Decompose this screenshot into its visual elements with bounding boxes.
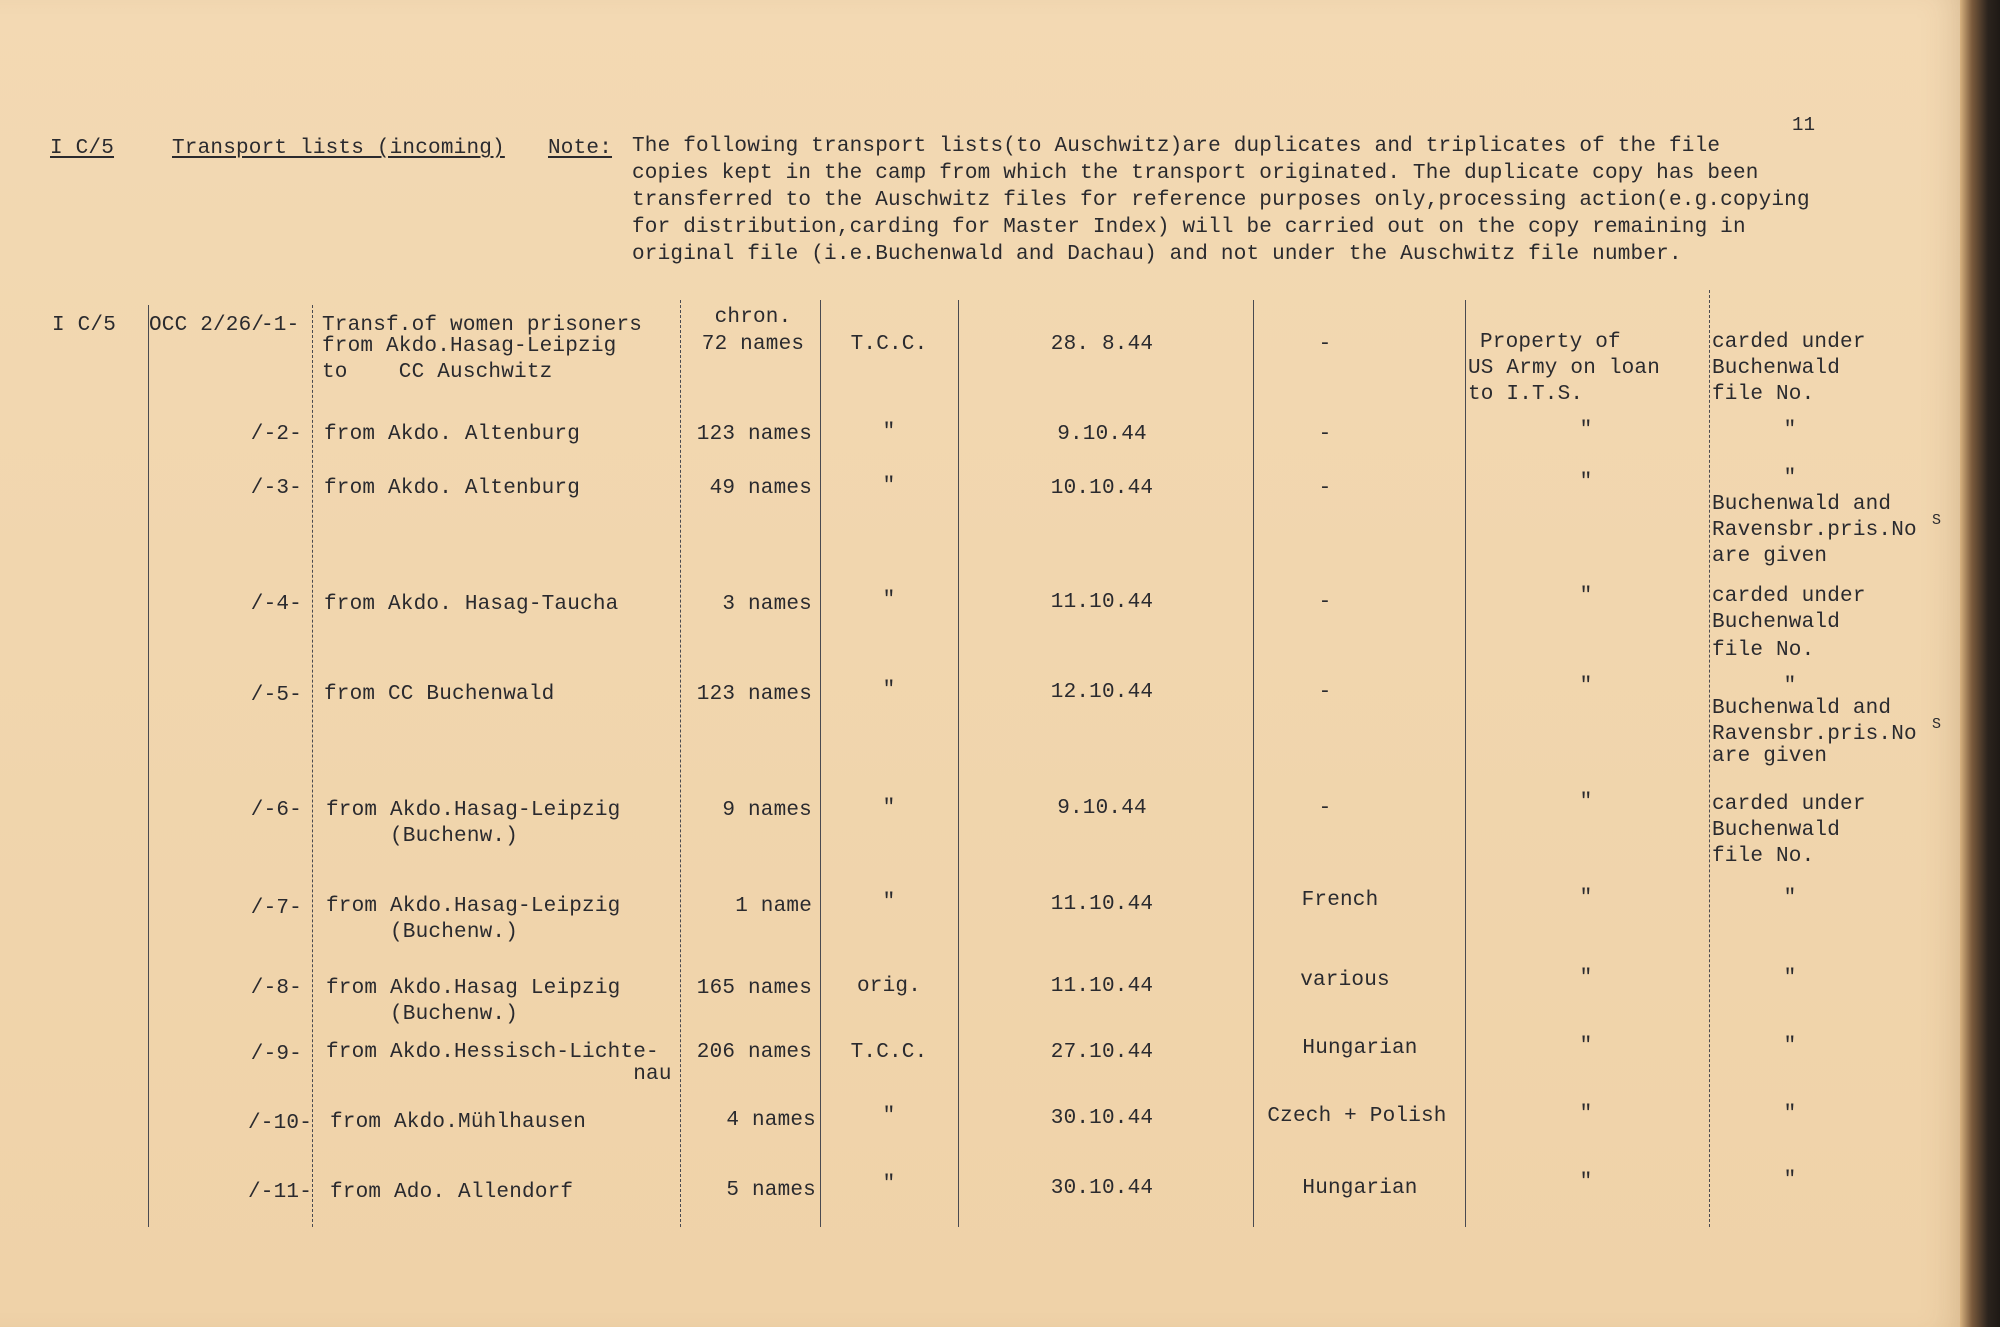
row-date: 28. 8.44	[1050, 333, 1154, 356]
row-nationality: Czech + Polish	[1267, 1105, 1447, 1128]
row-nationality: Hungarian	[1302, 1037, 1418, 1060]
row-remarks: Buchenwald	[1712, 819, 1841, 842]
row-nationality: -	[1318, 591, 1332, 614]
row-type: T.C.C.	[850, 333, 928, 356]
row-remarks: "	[1783, 1103, 1797, 1126]
note-line: transferred to the Auschwitz files for reference purposes only,processing action(e.g.copying	[632, 189, 1810, 212]
row-type: T.C.C.	[850, 1041, 928, 1064]
row-type: orig.	[856, 975, 921, 998]
row-remarks: Ravensbr.pris.No	[1712, 723, 1917, 746]
row-number: /-7-	[250, 897, 302, 920]
row-property: "	[1579, 585, 1593, 608]
row-property: "	[1579, 791, 1593, 814]
row-type: "	[882, 1105, 896, 1128]
row-property: "	[1579, 675, 1593, 698]
row-names: 49 names	[709, 477, 812, 500]
row-names: 9 names	[722, 799, 812, 822]
row-number: /-9-	[250, 1043, 302, 1066]
row-nationality: Hungarian	[1302, 1177, 1418, 1200]
row-remarks: file No.	[1712, 845, 1815, 868]
row-nationality: various	[1300, 969, 1390, 992]
row-nationality: -	[1318, 333, 1332, 356]
row-remarks: are given	[1712, 745, 1828, 768]
row-remarks: carded under	[1712, 585, 1866, 608]
row-date: 9.10.44	[1057, 423, 1147, 446]
row-number: /-8-	[250, 977, 302, 1000]
file-prefix: OCC 2/26/	[149, 314, 265, 337]
note-line: for distribution,carding for Master Index) will be carried out on the copy remaining in	[632, 216, 1746, 239]
row-names: 72 names	[701, 333, 805, 356]
row-remarks-superscript: S	[1932, 512, 1942, 529]
row-nationality: French	[1301, 889, 1379, 912]
row-remarks: "	[1783, 967, 1797, 990]
note-line: The following transport lists(to Auschwitz)are duplicates and triplicates of the file	[632, 135, 1721, 158]
row-names: chron.	[714, 306, 792, 329]
row-property: "	[1579, 1035, 1593, 1058]
row-description: (Buchenw.)	[326, 1003, 519, 1026]
row-remarks: carded under	[1712, 793, 1866, 816]
row-type: "	[882, 589, 896, 612]
column-rule	[312, 305, 313, 1227]
column-rule	[958, 300, 959, 1227]
row-names: 4 names	[726, 1109, 816, 1132]
row-description: from Ado. Allendorf	[330, 1181, 574, 1204]
row-type: "	[882, 679, 896, 702]
row-date: 27.10.44	[1050, 1041, 1154, 1064]
row-number: /-2-	[250, 423, 302, 446]
row-description: from CC Buchenwald	[324, 683, 555, 706]
row-remarks: file No.	[1712, 639, 1815, 662]
row-description: from Akdo.Hasag-Leipzig	[326, 895, 621, 918]
row-type: "	[882, 475, 896, 498]
row-description: from Akdo. Altenburg	[324, 477, 581, 500]
row-nationality: -	[1318, 423, 1332, 446]
row-property: "	[1579, 1171, 1593, 1194]
row-names: 1 name	[735, 895, 812, 918]
row-nationality: -	[1318, 681, 1332, 704]
row-date: 11.10.44	[1050, 893, 1154, 916]
section-code: I C/5	[50, 137, 115, 160]
row-description: nau	[326, 1063, 672, 1086]
row-date: 9.10.44	[1057, 797, 1147, 820]
row-remarks: "	[1783, 675, 1797, 698]
note-line: copies kept in the camp from which the transport originated. The duplicate copy has been	[632, 162, 1759, 185]
row-date: 11.10.44	[1050, 975, 1154, 998]
row-date: 11.10.44	[1050, 591, 1154, 614]
row-remarks: are given	[1712, 545, 1828, 568]
row-description: from Akdo. Altenburg	[324, 423, 581, 446]
column-rule	[680, 300, 681, 1227]
row-names: 5 names	[726, 1179, 816, 1202]
row-number: /-5-	[250, 684, 302, 707]
column-rule	[1253, 300, 1254, 1227]
row-names: 3 names	[722, 593, 812, 616]
row-remarks: carded under	[1712, 331, 1866, 354]
row-type: "	[882, 1173, 896, 1196]
note-label: Note:	[548, 137, 613, 160]
row-property: US Army on loan	[1468, 357, 1661, 380]
row-type: "	[882, 797, 896, 820]
row-number: /-6-	[250, 799, 302, 822]
row-description: from Akdo.Hasag-Leipzig	[322, 335, 617, 358]
page-number: 11	[1792, 114, 1816, 136]
row-date: 10.10.44	[1050, 477, 1154, 500]
row-number: /-11-	[247, 1181, 312, 1204]
row-description: from Akdo.Hasag-Leipzig	[326, 799, 621, 822]
row-remarks: Buchenwald and	[1712, 697, 1892, 720]
row-date: 30.10.44	[1050, 1107, 1154, 1130]
row-description: from Akdo. Hasag-Taucha	[324, 593, 619, 616]
row-remarks: "	[1783, 1035, 1797, 1058]
row-remarks: "	[1783, 467, 1797, 490]
row-remarks: "	[1783, 887, 1797, 910]
row-property: Property of	[1480, 331, 1621, 354]
row-remarks: Buchenwald	[1712, 357, 1841, 380]
row-nationality: -	[1318, 797, 1332, 820]
row-property: "	[1579, 887, 1593, 910]
row-description: (Buchenw.)	[326, 921, 519, 944]
row-description: from Akdo.Hessisch-Lichte-	[326, 1041, 659, 1064]
row-remarks-superscript: S	[1932, 716, 1942, 733]
row-remarks: Buchenwald and	[1712, 493, 1892, 516]
column-rule	[148, 305, 149, 1227]
row-description: (Buchenw.)	[326, 825, 519, 848]
row-property: to I.T.S.	[1468, 383, 1584, 406]
row-type: "	[882, 421, 896, 444]
page-edge	[1960, 0, 2000, 1327]
row-date: 12.10.44	[1050, 681, 1154, 704]
row-number: /-4-	[250, 593, 302, 616]
row-names: 123 names	[696, 683, 812, 706]
row-nationality: -	[1318, 477, 1332, 500]
row-names: 123 names	[696, 423, 812, 446]
row-number: -1-	[261, 314, 300, 337]
group-code: I C/5	[52, 314, 117, 337]
row-names: 165 names	[696, 977, 812, 1000]
section-title: Transport lists (incoming)	[172, 137, 505, 160]
row-number: /-10-	[247, 1112, 312, 1135]
row-remarks: "	[1783, 419, 1797, 442]
row-remarks: "	[1783, 1169, 1797, 1192]
note-line: original file (i.e.Buchenwald and Dachau) and not under the Auschwitz file number.	[632, 243, 1682, 266]
row-property: "	[1579, 967, 1593, 990]
row-remarks: file No.	[1712, 383, 1815, 406]
row-names: 206 names	[696, 1041, 812, 1064]
column-rule	[820, 300, 821, 1227]
row-property: "	[1579, 1103, 1593, 1126]
column-rule	[1709, 290, 1710, 1227]
row-description: from Akdo.Mühlhausen	[330, 1111, 587, 1134]
row-number: /-3-	[250, 477, 302, 500]
row-date: 30.10.44	[1050, 1177, 1154, 1200]
row-description: Transf.of women prisoners	[322, 314, 643, 337]
row-remarks: Ravensbr.pris.No	[1712, 519, 1917, 542]
row-property: "	[1579, 419, 1593, 442]
row-description: from Akdo.Hasag Leipzig	[326, 977, 621, 1000]
row-remarks: Buchenwald	[1712, 611, 1841, 634]
row-type: "	[882, 891, 896, 914]
column-rule	[1465, 300, 1466, 1227]
row-property: "	[1579, 471, 1593, 494]
row-description: to CC Auschwitz	[322, 361, 553, 384]
